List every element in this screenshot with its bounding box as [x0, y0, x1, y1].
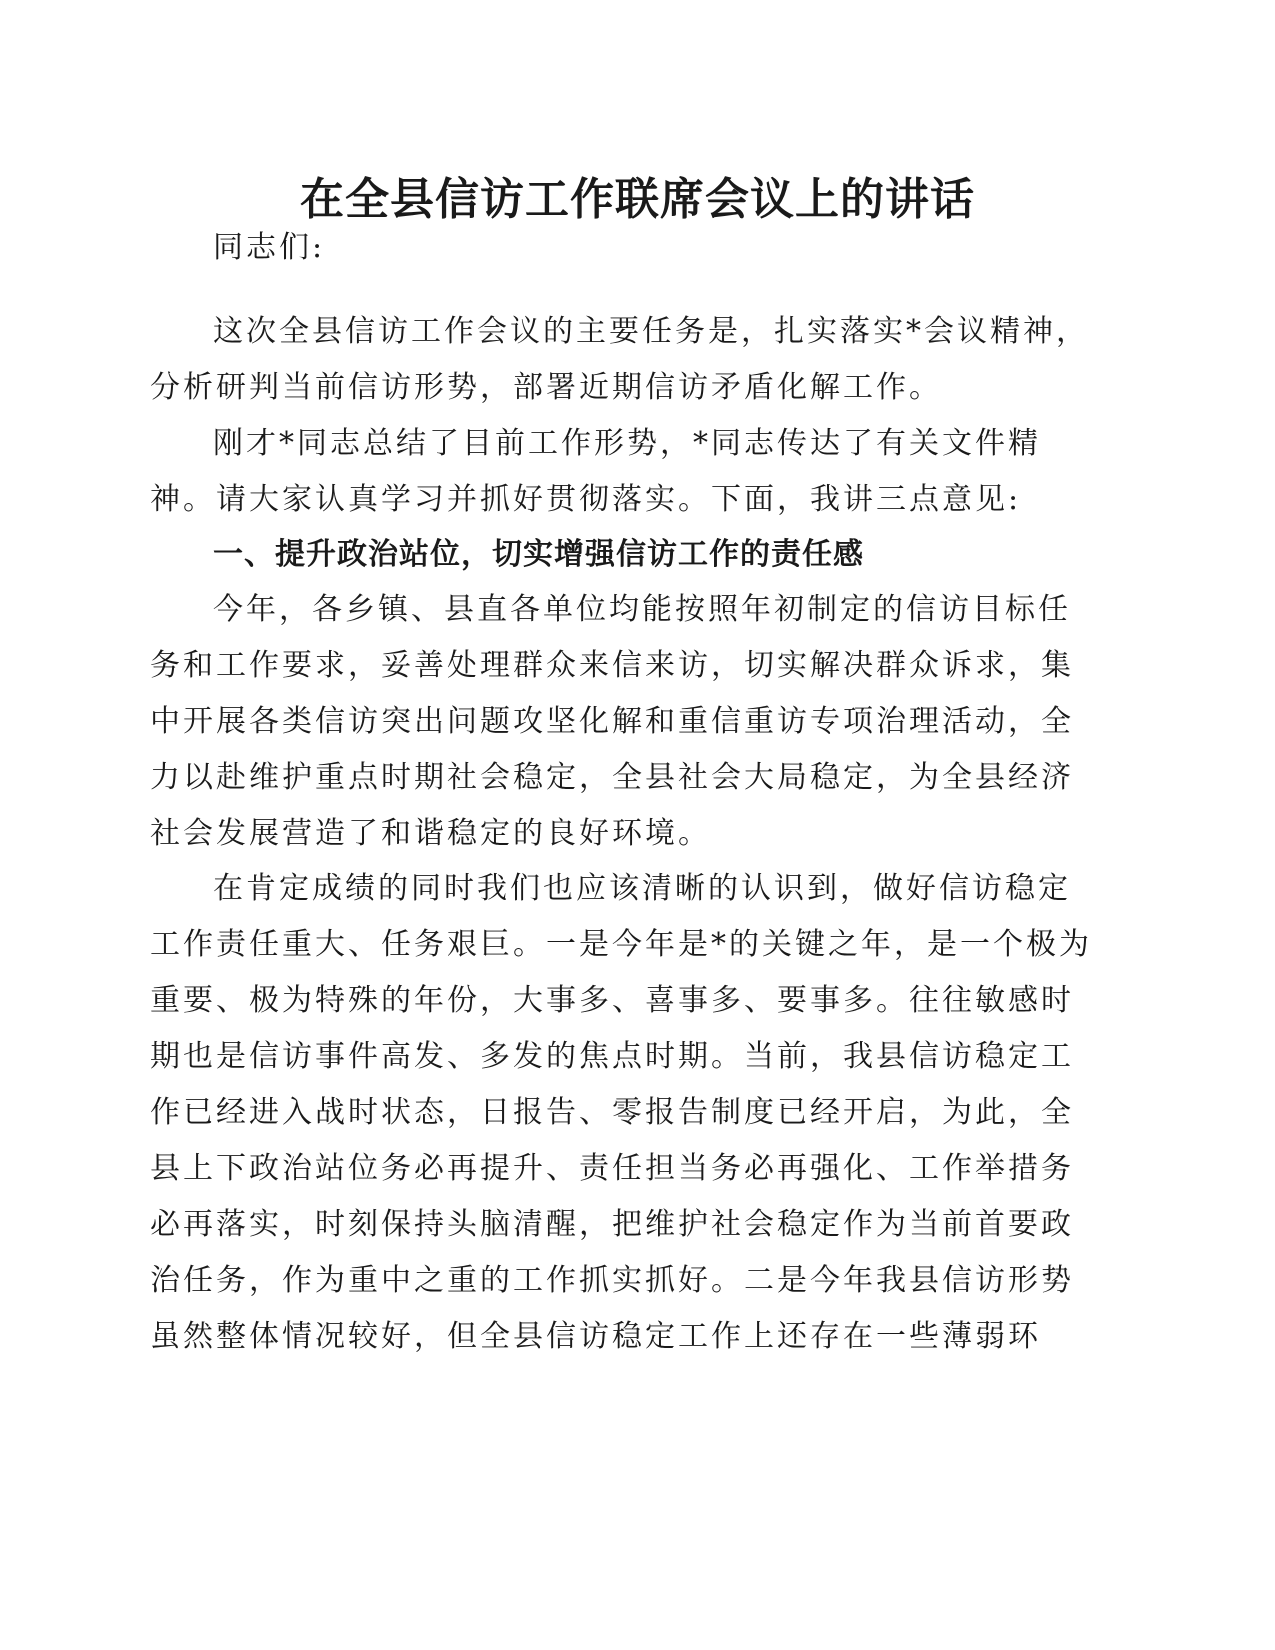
paragraph-line: 治任务，作为重中之重的工作抓实抓好。二是今年我县信访形势 [150, 1263, 1074, 1298]
paragraph-line: 力以赴维护重点时期社会稳定，全县社会大局稳定，为全县经济 [150, 760, 1074, 795]
paragraph-line: 中开展各类信访突出问题攻坚化解和重信重访专项治理活动，全 [150, 704, 1074, 739]
paragraph-line: 县上下政治站位务必再提升、责任担当务必再强化、工作举措务 [150, 1151, 1074, 1186]
paragraph-line: 分析研判当前信访形势，部署近期信访矛盾化解工作。 [150, 370, 942, 405]
paragraph-line: 务和工作要求，妥善处理群众来信来访，切实解决群众诉求，集 [150, 648, 1074, 683]
paragraph-line: 刚才*同志总结了目前工作形势，*同志传达了有关文件精 [213, 426, 1041, 461]
paragraph-line: 作已经进入战时状态，日报告、零报告制度已经开启，为此，全 [150, 1095, 1074, 1130]
paragraph-line: 神。请大家认真学习并抓好贯彻落实。下面，我讲三点意见: [150, 482, 1022, 517]
paragraph-line: 虽然整体情况较好，但全县信访稳定工作上还存在一些薄弱环 [150, 1319, 1041, 1354]
document-title: 在全县信访工作联席会议上的讲话 [300, 174, 975, 225]
paragraph-line: 重要、极为特殊的年份，大事多、喜事多、要事多。往往敏感时 [150, 983, 1074, 1018]
paragraph-line: 必再落实，时刻保持头脑清醒，把维护社会稳定作为当前首要政 [150, 1207, 1074, 1242]
paragraph-line: 期也是信访事件高发、多发的焦点时期。当前，我县信访稳定工 [150, 1039, 1074, 1074]
salutation: 同志们: [213, 230, 326, 265]
paragraph-line: 今年，各乡镇、县直各单位均能按照年初制定的信访目标任 [213, 592, 1071, 627]
section-heading: 一、提升政治站位，切实增强信访工作的责任感 [213, 537, 864, 572]
paragraph-line: 这次全县信访工作会议的主要任务是，扎实落实*会议精神， [213, 314, 1089, 349]
paragraph-line: 社会发展营造了和谐稳定的良好环境。 [150, 816, 711, 851]
paragraph-line: 在肯定成绩的同时我们也应该清晰的认识到，做好信访稳定 [213, 871, 1071, 906]
paragraph-line: 工作责任重大、任务艰巨。一是今年是*的关键之年，是一个极为 [150, 927, 1092, 962]
